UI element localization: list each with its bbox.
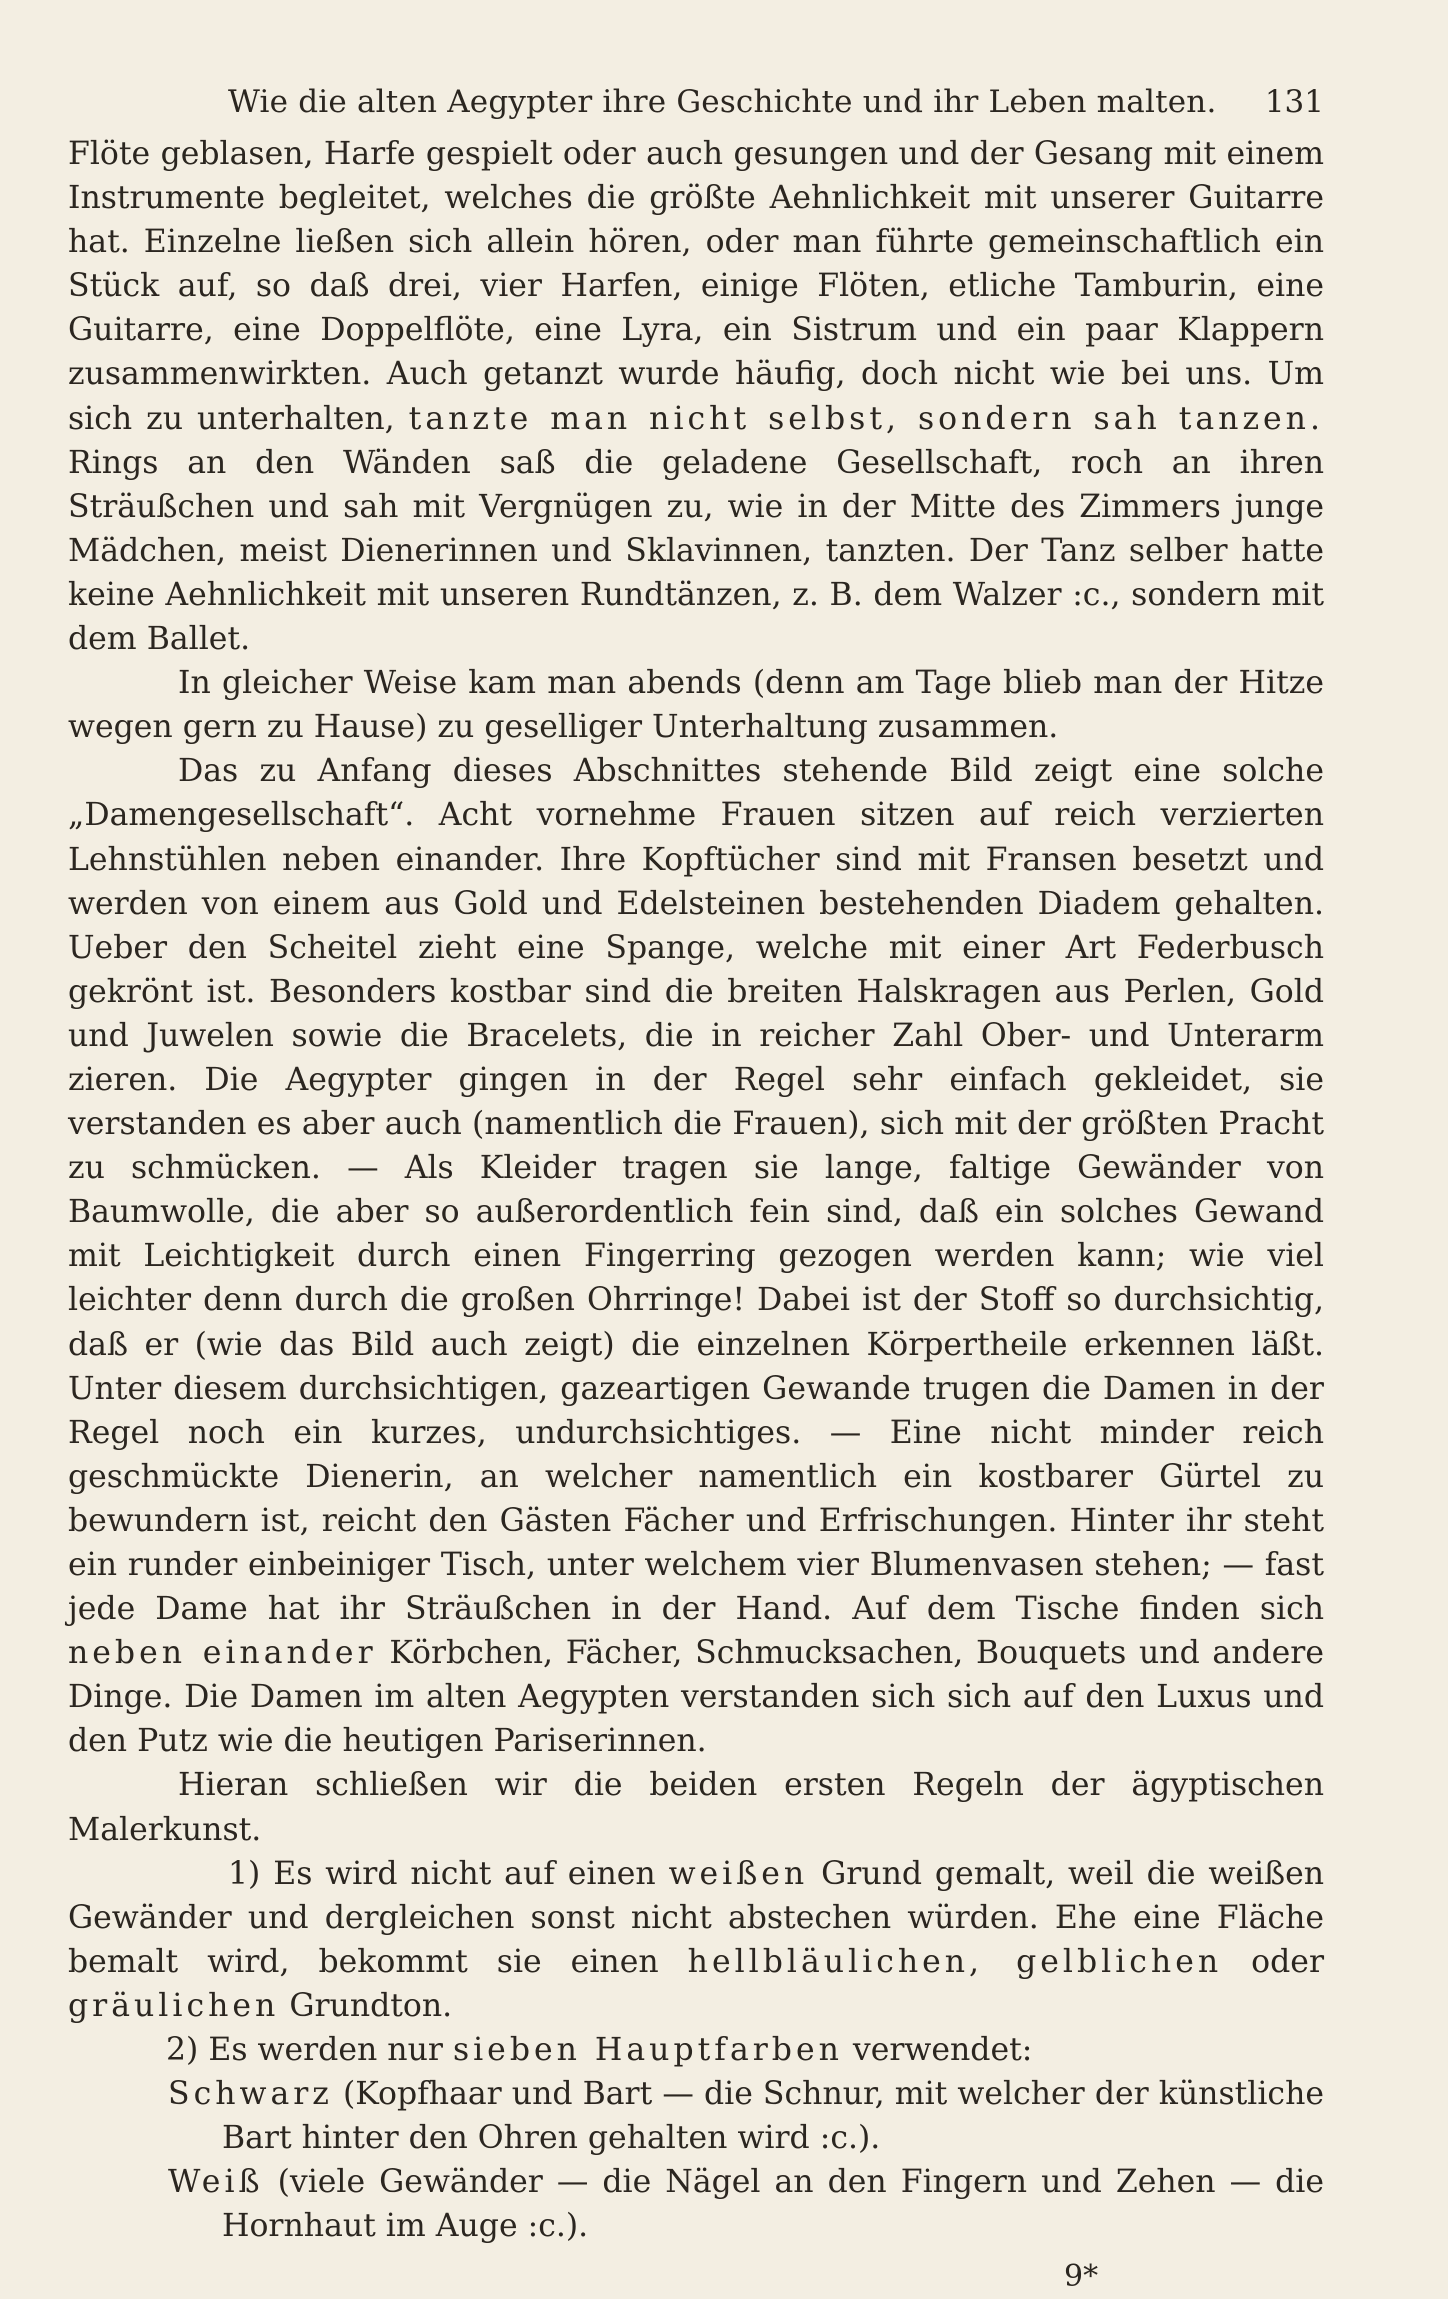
color-white-entry — [68, 2160, 1324, 2248]
rule-text: oder — [1251, 1943, 1325, 1980]
paragraph-music-dance — [68, 132, 1324, 661]
rule-two — [68, 2028, 1324, 2072]
emphasis-text: neben einander — [68, 1635, 377, 1672]
paragraph-text: Auf dem Tische finden sich — [852, 1591, 1324, 1628]
page-number: 131 — [1264, 84, 1324, 120]
rule-text: 1) Es wird nicht auf einen — [228, 1855, 656, 1892]
emphasis-text: tanzte man nicht selbst, sondern sah tanzen. — [408, 400, 1324, 437]
color-black-entry — [68, 2072, 1324, 2160]
paragraph-text: Das zu Anfang dieses Abschnittes stehende Bild zeigt eine solche „Damengesellschaft“. Acht vornehme Frauen sitzen auf reich verzierten Lehnstühlen neben einander. Ihre Kopftücher sind mit Fransen besetzt und werden von einem aus Gold und Edelsteinen bestehenden Diadem gehalten. Ueber den Scheitel zieht eine Spange, welche mit einer Art Federbusch gekrönt ist. Besonders kostbar sind die breiten Halskragen aus Perlen, Gold und Juwelen sowie die Bracelets, die in reicher Zahl Ober- und Unterarm zieren. Die Aegypter gingen in der Regel sehr einfach gekleidet, sie verstanden es aber auch (namentlich die Frauen), sich mit der größten Pracht zu schmücken. — Als Kleider tragen sie lange, faltige Gewänder von Baumwolle, die aber so außerordentlich fein sind, daß ein solches Gewand mit Leichtigkeit durch einen Fingerring gezogen werden kann; wie viel leichter denn durch die großen Ohrringe! Dabei ist der Stoff so durchsichtig, daß er (wie das Bild auch zeigt) die einzelnen Körpertheile erkennen läßt. Unter diesem durchsichtigen, gazeartigen Gewande trugen die Damen in der Regel noch ein kurzes, undurchsichtiges. — Eine nicht minder reich geschmückte Dienerin, an welcher namentlich ein kostbarer Gürtel zu bewundern ist, reicht den Gästen Fächer und Erfrischungen. Hinter ihr steht ein runder einbeiniger Tisch, unter welchem vier Blumenvasen stehen; — fast jede Dame hat ihr Sträußchen in der Hand. — [68, 753, 1324, 1628]
emphasis-text: weißen — [668, 1855, 809, 1892]
paragraph-rules-intro: Hieran schließen wir die beiden ersten Regeln der ägyptischen Malerkunst. — [68, 1767, 1324, 1848]
paragraph-text: Körbchen, Fächer, Schmucksachen, Bouquets und andere Dinge. Die Damen im alten Aegypten verstanden sich sich auf den Luxus und den Putz wie die heutigen Pariserinnen. — [68, 1635, 1324, 1760]
color-description: (viele Gewänder — die Nägel an den Fingern und Zehen — die Hornhaut im Auge :c.). — [222, 2164, 1325, 2245]
book-page — [68, 72, 1325, 2294]
paragraph-evening-gathering: In gleicher Weise kam man abends (denn am Tage blieb man der Hitze wegen gern zu Hause) zu geselliger Unterhaltung zusammen. — [68, 665, 1324, 746]
color-name: Weiß — [168, 2164, 264, 2201]
paragraph-text: Flöte geblasen, Harfe gespielt oder auch gesungen und der Gesang mit einem Instrumente begleitet, welches die größte Aehnlichkeit mit unserer Guitarre hat. Einzelne ließen sich allein hören, oder man führte gemeinschaftlich ein Stück auf, so daß drei, vier Harfen, einige Flöten, etliche Tamburin, eine Guitarre, eine Doppelflöte, eine Lyra, ein Sistrum und ein paar Klappern zusammenwirkten. Auch getanzt wurde häufig, doch nicht wie bei uns. Um sich zu unterhalten, — [68, 136, 1324, 437]
running-header — [68, 72, 1324, 132]
rule-text: verwendet: — [852, 2032, 1033, 2069]
emphasis-text: sieben Hauptfarben — [452, 2032, 843, 2069]
color-name: Schwarz — [168, 2076, 333, 2113]
paragraph-text: Rings an den Wänden saß die geladene Gesellschaft, roch an ihren Sträußchen und sah mit Vergnügen zu, wie in der Mitte des Zimmers junge Mädchen, meist Dienerinnen und Sklavinnen, tanzten. Der Tanz selber hatte keine Aehnlichkeit mit unseren Rundtänzen, z. B. dem Walzer :c., sondern mit dem Ballet. — [68, 444, 1324, 658]
paragraph-ladies-party — [68, 749, 1324, 1763]
page-body — [68, 132, 1324, 2299]
emphasis-text: hellbläulichen, gelblichen — [687, 1943, 1223, 1980]
signature-mark: 9* — [1064, 2258, 1099, 2294]
emphasis-text: gräulichen — [68, 1987, 280, 2024]
rule-text: Grundton. — [289, 1987, 453, 2024]
rule-one — [68, 1852, 1324, 2028]
running-title: Wie die alten Aegypter ihre Geschichte und ihr Leben malten. — [228, 84, 1217, 120]
rule-text: 2) Es werden nur — [166, 2032, 443, 2069]
color-description: (Kopfhaar und Bart — die Schnur, mit welcher der künstliche Bart hinter den Ohren gehalten wird :c.). — [222, 2076, 1324, 2157]
rule-text: Grund gemalt, weil die weißen Gewänder und dergleichen sonst nicht abstechen würden. Ehe eine Fläche bemalt wird, bekommt sie einen — [68, 1855, 1324, 1980]
